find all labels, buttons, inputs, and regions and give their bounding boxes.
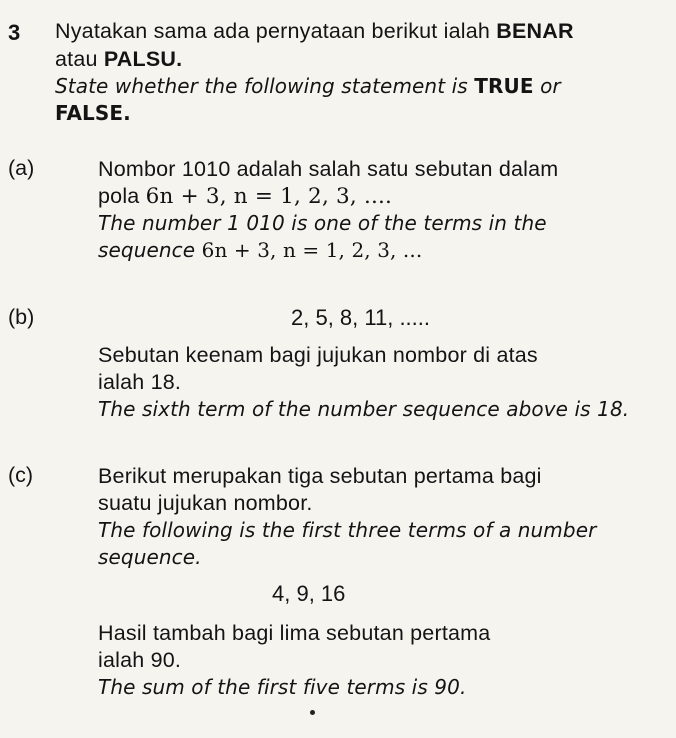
instruction-english-or: or <box>533 74 561 98</box>
instruction-malay-true-keyword: BENAR <box>496 19 574 43</box>
part-c-english-line-3: The sum of the first five terms is 90. <box>98 675 467 699</box>
part-a-english-math-expression: 6n + 3, n = 1, 2, 3, ... <box>201 238 423 262</box>
part-a-malay-line-2 <box>98 183 392 210</box>
instruction-english-line-2 <box>55 100 131 126</box>
part-a-label: (a) <box>8 156 35 180</box>
part-c-sequence: 4, 9, 16 <box>272 581 346 606</box>
instruction-malay-line-2 <box>55 46 182 72</box>
part-a-malay-math-expression: 6n + 3, n = 1, 2, 3, .... <box>145 184 393 209</box>
part-a-english-line-2 <box>98 237 422 263</box>
question-number: 3 <box>8 20 21 45</box>
part-c-malay-line-4: ialah 90. <box>98 648 182 672</box>
instruction-english-text: State whether the following statement is <box>55 74 475 98</box>
instruction-malay-text: Nyatakan sama ada pernyataan berikut ialah <box>55 19 497 43</box>
part-b-malay-line-2: ialah 18. <box>98 370 182 394</box>
instruction-malay-false-keyword: PALSU. <box>103 47 183 71</box>
part-c-english-line-2: sequence. <box>98 545 202 569</box>
part-a-malay-line-1: Nombor 1010 adalah salah satu sebutan dalam <box>98 157 559 181</box>
part-c-english-line-1: The following is the first three terms of a number <box>98 518 597 542</box>
part-b-english-line-1: The sixth term of the number sequence above is 18. <box>98 397 630 421</box>
part-a-english-sequence-word: sequence <box>98 238 202 262</box>
instruction-malay-text-2: atau <box>55 47 104 71</box>
part-c-malay-line-2: suatu jujukan nombor. <box>98 491 313 515</box>
stray-dot-mark <box>310 710 315 715</box>
part-c-label: (c) <box>8 463 34 487</box>
instruction-malay-line-1 <box>55 18 574 44</box>
part-a-english-line-1: The number 1 010 is one of the terms in the <box>98 211 547 235</box>
instruction-english-false-keyword: FALSE. <box>55 101 131 125</box>
part-c-malay-line-1: Berikut merupakan tiga sebutan pertama bagi <box>98 464 542 488</box>
instruction-english-true-keyword: TRUE <box>474 74 534 98</box>
instruction-english-line-1 <box>55 73 561 99</box>
part-b-label: (b) <box>8 305 35 329</box>
part-a-malay-pola: pola <box>98 184 146 208</box>
part-c-malay-line-3: Hasil tambah bagi lima sebutan pertama <box>98 621 491 645</box>
part-b-malay-line-1: Sebutan keenam bagi jujukan nombor di atas <box>98 343 538 367</box>
part-b-sequence: 2, 5, 8, 11, ..... <box>291 305 431 330</box>
